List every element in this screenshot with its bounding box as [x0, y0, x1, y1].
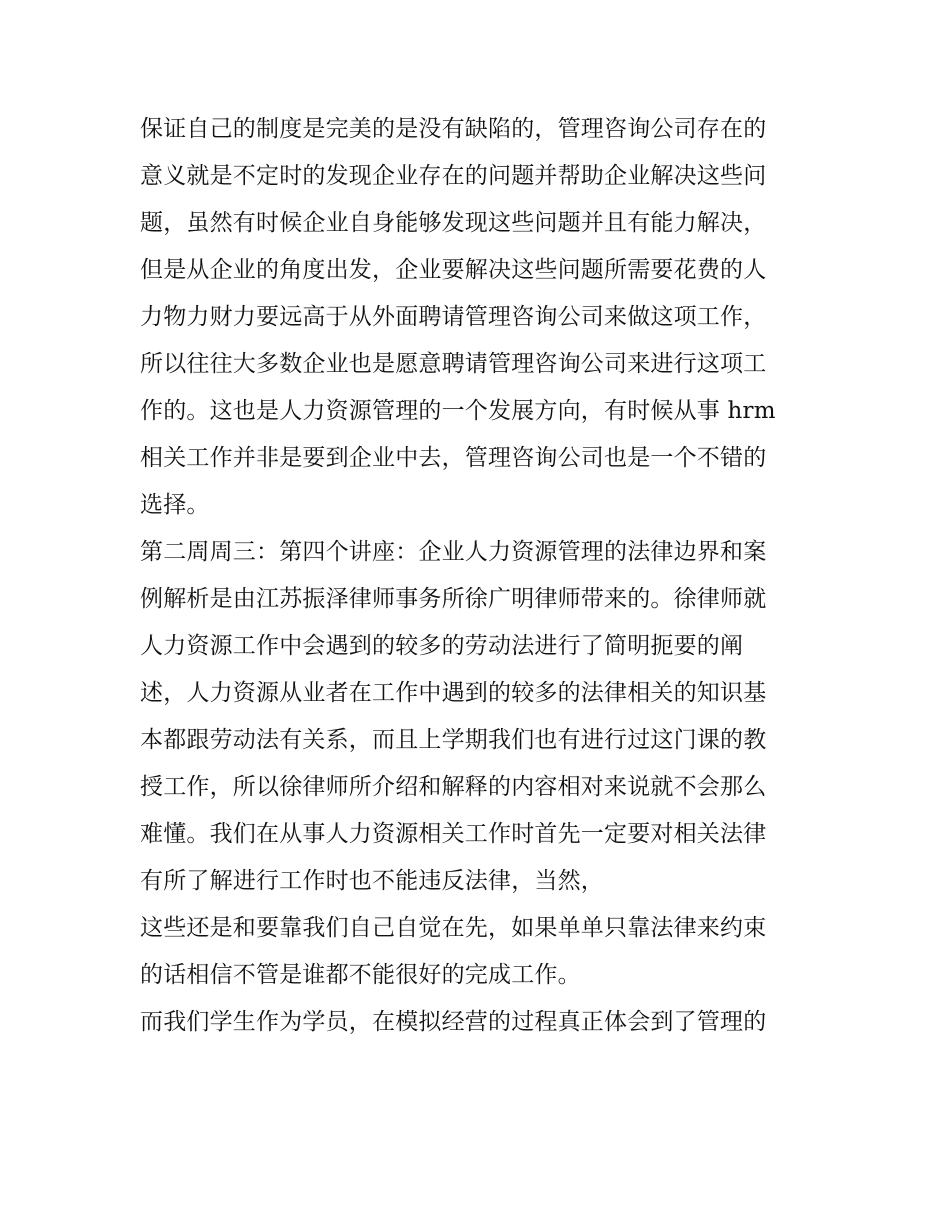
text-line: 而我们学生作为学员，在模拟经营的过程真正体会到了管理的	[140, 1009, 767, 1035]
text-line: 有所了解进行工作时也不能违反法律，当然，	[140, 868, 604, 894]
text-line: 授工作，所以徐律师所介绍和解释的内容相对来说就不会那么	[140, 774, 767, 800]
text-line: 意义就是不定时的发现企业存在的问题并帮助企业解决这些问	[140, 163, 767, 189]
text-line: 选择。	[140, 492, 210, 518]
text-line: 的话相信不管是谁都不能很好的完成工作。	[140, 962, 581, 988]
text-line: 例解析是由江苏振泽律师事务所徐广明律师带来的。徐律师就	[140, 586, 767, 612]
text-line: 难懂。我们在从事人力资源相关工作时首先一定要对相关法律	[140, 821, 767, 847]
text-line: 述，人力资源从业者在工作中遇到的较多的法律相关的知识基	[140, 680, 767, 706]
text-line: 本都跟劳动法有关系，而且上学期我们也有进行过这门课的教	[140, 727, 767, 753]
text-line: 但是从企业的角度出发，企业要解决这些问题所需要花费的人	[140, 257, 767, 283]
text-line: 所以往往大多数企业也是愿意聘请管理咨询公司来进行这项工	[140, 351, 767, 377]
text-line: 作的。这也是人力资源管理的一个发展方向，有时候从事 hrm	[140, 398, 776, 424]
body-text	[140, 106, 820, 1046]
text-line: 第二周周三：第四个讲座：企业人力资源管理的法律边界和案	[140, 539, 767, 565]
text-line: 力物力财力要远高于从外面聘请管理咨询公司来做这项工作，	[140, 304, 767, 330]
text-line: 这些还是和要靠我们自己自觉在先，如果单单只靠法律来约束	[140, 915, 767, 941]
text-line: 人力资源工作中会遇到的较多的劳动法进行了简明扼要的阐	[140, 633, 744, 659]
text-line: 保证自己的制度是完美的是没有缺陷的，管理咨询公司存在的	[140, 116, 767, 142]
text-line: 相关工作并非是要到企业中去，管理咨询公司也是一个不错的	[140, 445, 767, 471]
text-line: 题，虽然有时候企业自身能够发现这些问题并且有能力解决，	[140, 210, 767, 236]
